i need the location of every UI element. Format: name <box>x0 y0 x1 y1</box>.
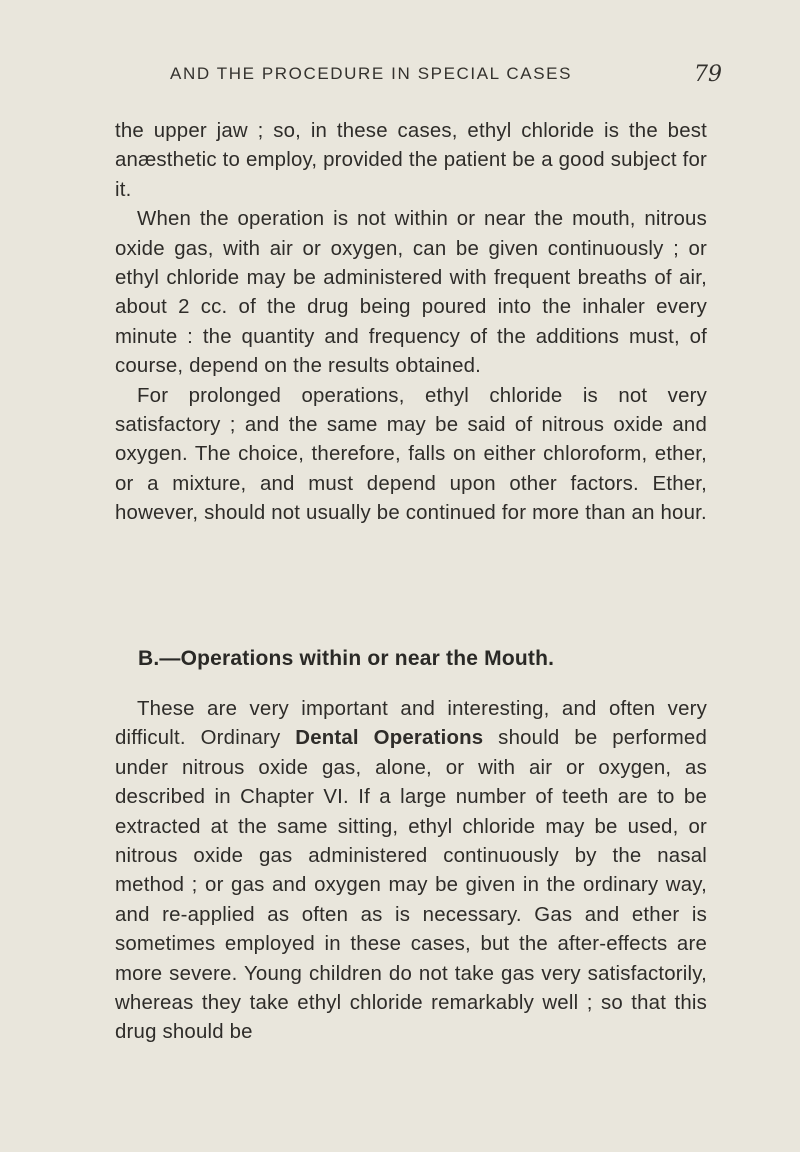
dental-operations-term: Dental Operations <box>295 727 484 750</box>
paragraph-mouth-operations <box>115 695 707 1048</box>
running-head: AND THE PROCEDURE IN SPECIAL CASES <box>170 64 573 83</box>
paragraph-prolonged-operations: For prolonged operations, ethyl chloride is not very satisfactory ; and the same may be said of nitrous oxide and oxygen. The choice, therefore, falls on either chloroform, ether, or a mixture, and must depend upon other factors. Ether, however, should not usually be continued for more than an hour. <box>115 384 707 525</box>
bottom-text-block <box>115 695 707 1048</box>
top-text-block <box>115 117 707 529</box>
page-number: 79 <box>694 62 722 87</box>
paragraph-text-start: These are very important and interesting, and often very difficult. Ordinary <box>115 698 707 750</box>
paragraph-operation-not-mouth: When the operation is not within or near the mouth, nitrous oxide gas, with air or oxygen, can be given continuously ; or ethyl chloride may be administered with frequent breaths of air, about 2 cc. of the drug being poured into the inhaler every minute : the quantity and frequency of the additions must, of course, depend on the results obtained. <box>115 208 707 378</box>
section-heading: B.—Operations within or near the Mouth. <box>138 647 555 670</box>
paragraph-text-end: should be performed under nitrous oxide gas, alone, or with air or oxygen, as described in Chapter VI. If a large number of teeth are to be extracted at the same sitting, ethyl chloride may be used, or nitrous oxide gas administered continuously by the nasal method ; or gas and oxygen may be given in the ordinary way, and re-applied as often as is necessary. Gas and ether is sometimes employed in these cases, but the after-effects are more severe. Young children do not take gas very satisfactorily, whereas they take ethyl chloride remarkably well ; so that this drug should be <box>115 727 708 1044</box>
paragraph-continuation: the upper jaw ; so, in these cases, ethyl chloride is the best anæsthetic to employ, provided the patient be a good subject for it. <box>115 120 707 201</box>
